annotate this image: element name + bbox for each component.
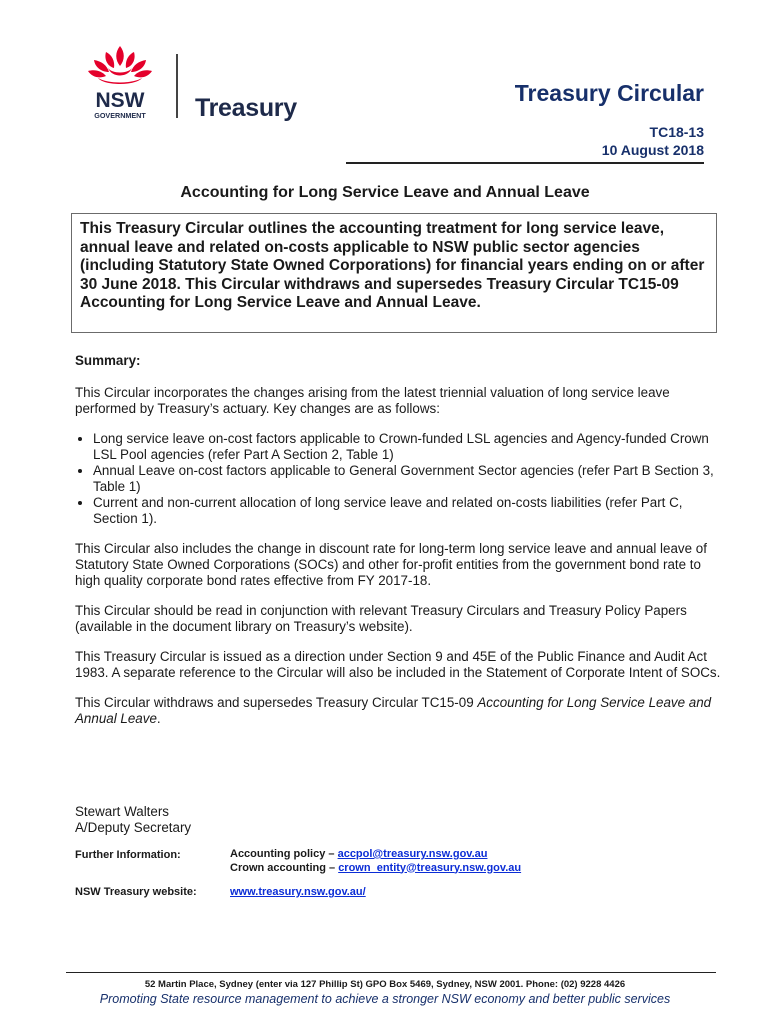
further-information-label: Further Information:	[75, 849, 181, 861]
key-changes-list	[75, 431, 723, 527]
withdrawn-circular-title: Accounting for Long Service Leave and Annual Leave	[75, 695, 712, 726]
signature-block	[75, 804, 191, 836]
crown-contact	[230, 862, 521, 876]
overview-box	[71, 213, 717, 333]
circular-date: 10 August 2018	[601, 142, 704, 158]
footer-tagline: Promoting State resource management to achieve a stronger NSW economy and better public services	[99, 992, 671, 1006]
logo-divider	[176, 54, 178, 118]
circular-number: TC18-13	[649, 124, 704, 140]
website-value	[230, 886, 366, 900]
website-label: NSW Treasury website:	[75, 886, 197, 898]
summary-section	[75, 353, 723, 741]
contact-details	[230, 848, 521, 875]
treasury-wordmark: Treasury	[195, 94, 297, 122]
withdraw-paragraph	[75, 695, 723, 727]
withdraw-suffix: .	[156, 711, 161, 726]
header-rule	[346, 162, 704, 164]
signatory-name: Stewart Walters	[75, 804, 170, 819]
list-item: • Long service leave on-cost factors applicable to Crown-funded LSL agencies and Agency-funded Crown LSL Pool agencies (refer Part A Section 2, Table 1)	[93, 431, 723, 463]
document-type-title: Treasury Circular	[514, 80, 704, 106]
crown-email-link[interactable]: crown_entity@treasury.nsw.gov.au	[338, 861, 522, 874]
direction-paragraph: This Treasury Circular is issued as a direction under Section 9 and 45E of the Public Finance and Audit Act 1983. A separate reference to the Circular will also be included in the Statement of Corporate Intent of SOCs.	[75, 649, 721, 680]
list-item: • Annual Leave on-cost factors applicable to General Government Sector agencies (refer Part B Section 3, Table 1)	[93, 463, 723, 495]
signatory-role: A/Deputy Secretary	[75, 820, 192, 835]
crown-label: Crown accounting –	[230, 861, 339, 874]
logo-subtitle: GOVERNMENT	[94, 111, 146, 120]
overview-text: This Treasury Circular outlines the accounting treatment for long service leave, annual leave and related on-costs applicable to NSW public sector agencies (including Statutory State Owned Corporations) for financial years ending on or after 30 June 2018. This Circular withdraws and supersedes Treasury Circular TC15-09 Accounting for Long Service Leave and Annual Leave.	[80, 220, 705, 311]
circular-title: Accounting for Long Service Leave and Annual Leave	[180, 184, 590, 201]
website-link[interactable]: www.treasury.nsw.gov.au/	[230, 886, 366, 898]
policy-contact	[230, 848, 521, 862]
policy-email-link[interactable]: accpol@treasury.nsw.gov.au	[337, 848, 488, 860]
logo-wordmark: NSW	[95, 89, 145, 112]
summary-heading: Summary:	[75, 353, 141, 368]
discount-rate-paragraph: This Circular also includes the change in discount rate for long-term long service leave and annual leave of Statutory State Owned Corporations (SOCs) and other for-profit entities from the government bond rate to high quality corporate bond rates effective from FY 2017-18.	[75, 541, 707, 588]
list-item: • Current and non-current allocation of long service leave and related on-costs liabilities (refer Part C, Section 1).	[93, 495, 723, 527]
summary-intro: This Circular incorporates the changes arising from the latest triennial valuation of long service leave performed by Treasury’s actuary. Key changes are as follows:	[75, 385, 670, 416]
footer-address: 52 Martin Place, Sydney (enter via 127 Phillip St) GPO Box 5469, Sydney, NSW 2001. Phone: (02) 9228 4426	[144, 979, 626, 990]
policy-label: Accounting policy –	[230, 848, 338, 860]
footer-rule	[66, 972, 716, 973]
conjunction-paragraph: This Circular should be read in conjunction with relevant Treasury Circulars and Treasury Policy Papers (available in the document library on Treasury’s website).	[75, 603, 687, 634]
nsw-waratah-logo	[84, 44, 156, 122]
withdraw-prefix: This Circular withdraws and supersedes Treasury Circular TC15-09	[75, 695, 478, 710]
